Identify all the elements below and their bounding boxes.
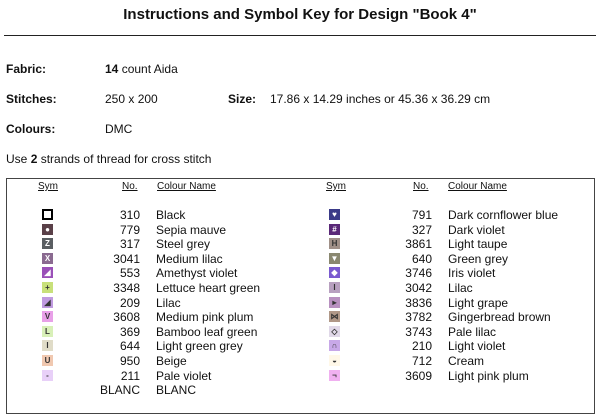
colour-name: Dark cornflower blue	[448, 208, 559, 222]
colour-name: Light pink plum	[448, 368, 529, 383]
symbol-right-1-icon	[329, 224, 340, 235]
symbol-glyph: ∩	[331, 341, 338, 351]
symbol-left-8-icon	[42, 326, 53, 337]
symbol-glyph: ◆	[331, 268, 338, 278]
colour-name: Pale lilac	[448, 324, 497, 339]
colour-name: Amethyst violet	[156, 266, 238, 281]
colour-name: Gingerbread brown	[448, 310, 551, 325]
symbol-glyph: ◢	[44, 268, 51, 278]
colour-number: 3608	[113, 310, 140, 325]
symbol-glyph: I	[333, 283, 336, 292]
symbol-right-3-icon	[329, 253, 340, 264]
colour-number: 3042	[405, 281, 432, 295]
colour-name: Green grey	[448, 251, 509, 266]
page-title: Instructions and Symbol Key for Design "Book 4"	[123, 6, 477, 23]
symbol-glyph: L	[45, 326, 50, 336]
colour-number: 712	[411, 354, 432, 368]
colour-name: Beige	[156, 354, 187, 368]
fabric-value	[105, 62, 178, 76]
colour-name: Sepia mauve	[156, 222, 227, 237]
symbol-glyph: ♥	[332, 210, 337, 219]
title-divider	[4, 35, 596, 36]
colour-number: 3746	[405, 266, 432, 281]
symbol-right-9-icon	[329, 340, 340, 351]
header-name-right: Colour Name	[448, 181, 507, 192]
colour-number: 779	[119, 222, 140, 237]
symbol-left-9-icon	[42, 340, 53, 351]
symbol-left-10-icon	[42, 355, 53, 366]
colour-number: 3609	[405, 368, 432, 383]
colour-name: Light taupe	[448, 237, 508, 252]
symbol-glyph: ⋈	[330, 312, 339, 322]
colour-number: BLANC	[99, 383, 140, 398]
header-name-left: Colour Name	[157, 181, 216, 192]
symbol-glyph: X	[44, 253, 51, 263]
colour-name: Dark violet	[448, 222, 505, 237]
symbol-right-2-icon	[329, 238, 340, 249]
symbol-right-7-icon	[329, 311, 340, 322]
symbol-glyph: Z	[45, 239, 50, 249]
symbol-left-1-icon	[42, 224, 53, 235]
colour-number: 3836	[405, 295, 432, 310]
colour-name: Light green grey	[156, 339, 243, 354]
symbol-glyph: ◒	[332, 356, 337, 365]
colour-number: 3861	[405, 237, 432, 252]
symbol-glyph: ◢	[44, 297, 51, 307]
symbol-glyph: ▼	[330, 253, 339, 263]
strands-post: strands of thread for cross stitch	[37, 152, 212, 166]
colour-name: Iris violet	[448, 266, 496, 281]
colour-number: 317	[119, 237, 140, 252]
symbol-left-7-icon	[42, 311, 53, 322]
symbol-glyph: ▸	[332, 297, 337, 307]
strands-pre: Use	[6, 152, 31, 166]
colour-number: 553	[119, 266, 140, 281]
colour-number: 791	[411, 208, 432, 222]
colour-name: Medium lilac	[156, 251, 223, 266]
colour-number: 3743	[405, 324, 432, 339]
colour-number: 950	[119, 354, 140, 368]
colour-number: 310	[119, 208, 140, 222]
symbol-glyph	[44, 211, 51, 218]
symbol-glyph: ●	[45, 224, 50, 234]
colours-value: DMC	[105, 122, 133, 136]
symbol-right-10-icon	[329, 355, 340, 366]
symbol-right-6-icon	[329, 297, 340, 308]
symbol-right-11-icon	[329, 370, 340, 381]
symbol-glyph: V	[44, 312, 51, 322]
strands-instruction	[6, 152, 211, 166]
colour-number: 211	[120, 368, 140, 383]
colour-name: Pale violet	[156, 368, 212, 383]
header-no-left: No.	[122, 181, 138, 192]
colour-name: Lettuce heart green	[156, 281, 261, 295]
header-sym-right: Sym	[326, 181, 346, 192]
fabric-count: 14	[105, 62, 119, 76]
stitches-value: 250 x 200	[105, 92, 158, 106]
fabric-text: count Aida	[118, 62, 178, 76]
size-value: 17.86 x 14.29 inches or 45.36 x 36.29 cm	[270, 92, 491, 106]
symbol-right-8-icon	[329, 326, 340, 337]
symbol-glyph: ¬	[332, 370, 337, 380]
symbol-left-0-icon	[42, 209, 53, 220]
symbol-glyph: I	[46, 341, 49, 351]
symbol-left-4-icon	[42, 267, 53, 278]
colour-number: 3041	[113, 251, 140, 266]
colour-number: 209	[119, 295, 140, 310]
symbol-left-5-icon	[42, 282, 53, 293]
colour-name: Lilac	[448, 281, 473, 295]
size-label: Size:	[228, 92, 257, 106]
fabric-label: Fabric:	[6, 62, 47, 76]
colour-number: 644	[119, 339, 140, 354]
symbol-glyph: U	[44, 356, 51, 365]
symbol-left-11-icon	[42, 370, 53, 381]
stitches-label: Stitches:	[6, 92, 57, 106]
symbol-right-5-icon	[329, 282, 340, 293]
colour-name: Lilac	[156, 295, 181, 310]
colour-number: 369	[119, 324, 140, 339]
colour-name: Bamboo leaf green	[156, 324, 258, 339]
strands-count: 2	[30, 152, 38, 166]
symbol-glyph: +	[45, 283, 50, 292]
colour-name: Light violet	[448, 339, 506, 354]
colours-label: Colours:	[6, 122, 56, 136]
symbol-glyph: H	[331, 239, 338, 249]
colour-name: Light grape	[448, 295, 509, 310]
symbol-glyph: -	[46, 370, 49, 380]
colour-number: 327	[411, 222, 432, 237]
colour-number: 640	[411, 251, 432, 266]
colour-name: Steel grey	[156, 237, 211, 252]
colour-name: BLANC	[156, 383, 197, 398]
header-sym-left: Sym	[38, 181, 58, 192]
symbol-glyph: #	[332, 224, 337, 234]
symbol-left-6-icon	[42, 297, 53, 308]
header-no-right: No.	[413, 181, 429, 192]
colour-name: Cream	[448, 354, 485, 368]
colour-number: 210	[411, 339, 432, 354]
symbol-glyph: ◇	[331, 326, 338, 336]
symbol-left-3-icon	[42, 253, 53, 264]
colour-number: 3782	[405, 310, 432, 325]
symbol-right-4-icon	[329, 267, 340, 278]
symbol-right-0-icon	[329, 209, 340, 220]
colour-name: Medium pink plum	[156, 310, 254, 325]
colour-number: 3348	[113, 281, 140, 295]
symbol-left-2-icon	[42, 238, 53, 249]
colour-name: Black	[156, 208, 186, 222]
